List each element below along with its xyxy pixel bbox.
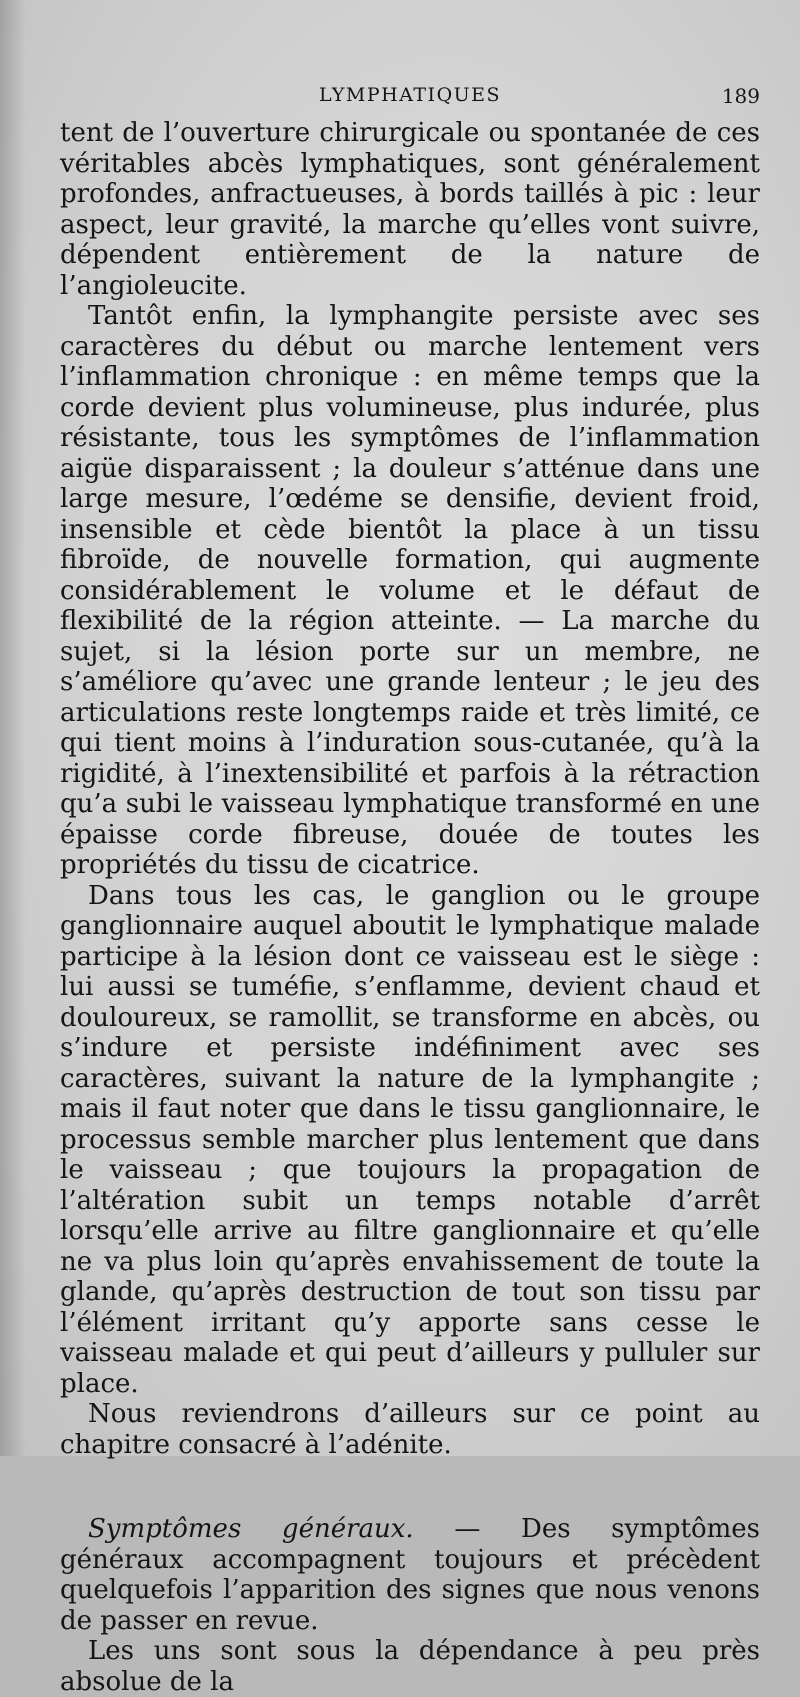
- running-head: LYMPHATIQUES: [318, 84, 502, 106]
- paragraph-last-line: Les uns sont sous la dépendance à peu près absolue de la: [60, 1636, 760, 1697]
- paragraph-continuation: tent de l’ouverture chirurgicale ou spontanée de ces véritables abcès lymphatiques, sont généralement profondes, anfractueuses, à bords taillés à pic : leur aspect, leur gravité, la marche qu’elles vont suivre, dépendent entièrement de la nature de l’angioleucite.: [60, 118, 760, 301]
- section-spacer: [60, 1460, 760, 1514]
- paragraph-chronic-lymphangitis: Tantôt enfin, la lymphangite persiste avec ses caractères du début ou marche lentement vers l’inflammation chronique : en même temps que la corde devient plus volumineuse, plus indurée, plus résistante, tous les symptômes de l’inflammation aigüe disparaissent ; la douleur s’atténue dans une large mesure, l’œdéme se densifie, devient froid, insensible et cède bientôt la place à un tissu fibroïde, de nouvelle formation, qui augmente considérablement le volume et le défaut de flexibilité de la région atteinte. — La marche du sujet, si la lésion porte sur un membre, ne s’améliore qu’avec une grande lenteur ; le jeu des articulations reste longtemps raide et très limité, ce qui tient moins à l’induration sous-cutanée, qu’à la rigidité, à l’inextensibilité et parfois à la rétraction qu’a subi le vaisseau lymphatique transformé en une épaisse corde fibreuse, douée de toutes les propriétés du tissu de cicatrice.: [60, 301, 760, 880]
- page-header: [60, 84, 760, 114]
- paragraph-ganglion: Dans tous les cas, le ganglion ou le groupe ganglionnaire auquel aboutit le lymphatique malade participe à la lésion dont ce vaisseau est le siège : lui aussi se tuméfie, s’enflamme, devient chaud et douloureux, se ramollit, se transforme en abcès, ou s’indure et persiste indéfiniment avec ses caractères, suivant la nature de la lymphangite ; mais il faut noter que dans le tissu ganglionnaire, le processus semble marcher plus lentement que dans le vaisseau ; que toujours la propagation de l’altération subit un temps notable d’arrêt lorsqu’elle arrive au filtre ganglionnaire et qu’elle ne va plus loin qu’après envahissement de toute la glande, qu’après destruction de tout son tissu par l’élément irritant qu’y apporte sans cesse le vaisseau malade et qui peut d’ailleurs y pulluler sur place.: [60, 880, 760, 1399]
- section-title: Symptômes généraux.: [88, 1514, 414, 1544]
- paragraph-adenite-reference: Nous reviendrons d’ailleurs sur ce point au chapitre consacré à l’adénite.: [60, 1399, 760, 1460]
- page-number: 189: [721, 84, 760, 108]
- body-text: [60, 118, 760, 1697]
- section-text: — Des symptômes généraux accompagnent toujours et précèdent quelquefois l’apparition des signes que nous venons de passer en revue.: [60, 1514, 760, 1636]
- paragraph-general-symptoms: [60, 1514, 760, 1636]
- gutter-shadow: [0, 0, 26, 1456]
